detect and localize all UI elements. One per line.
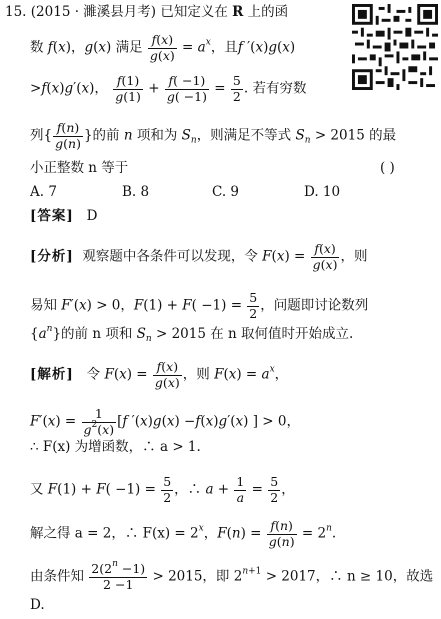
solution-line-6: 由条件知 $\frac{2(2^n -1)}{2 -1}$ > 2015，即 $2^{n+1} > 2017$，∴ n ≥ 10，故选: [30, 559, 434, 592]
analysis-line-3: $\{a^n\}$的前 n 项和 $S_n > 2015$ 在 n 取何值时开始成立.: [30, 324, 354, 344]
option-d: D. 10: [304, 184, 341, 200]
problem-line-2: 数 f(x)，g(x) 满足 $\frac{f(x)}{g(x)}$ = $a^x$，且f ′(x)g(x): [30, 32, 296, 63]
analysis-line-2: 易知 F′(x) > 0，F(1) + F( −1) = $\frac{5}{2}$ ，问题即讨论数列: [30, 290, 369, 321]
qr-code-image: [352, 4, 438, 90]
answer-label: [答案]: [30, 208, 74, 224]
option-a: A. 7: [30, 184, 57, 200]
problem-source: (2015 · 濉溪县月考): [30, 4, 157, 20]
solution-line-1: [解析] 令 F(x) = $\frac{f(x)}{g(x)}$ ，则 $F(x) = a^x$，: [30, 359, 289, 390]
answer-line: [30, 210, 97, 224]
option-c: C. 9: [212, 184, 240, 200]
analysis-label: [分析]: [30, 248, 74, 265]
problem-line-4: 列{ $\frac{f(n)}{g(n)}$ }的前 n 项和为 $S_n$，则满足不等式 $S_n > 2015$ 的最: [30, 120, 397, 151]
solution-line-4: 又 F(1) + F( −1) = $\frac{5}{2}$ ，∴ a + $\frac{1}{a}$ = $\frac{5}{2}$ ，: [30, 474, 295, 505]
solution-line-2: F′(x) = $\frac{1}{g^2(x)}$ [f ′(x)g(x) −f(x)g′(x) ] > 0，: [30, 406, 300, 437]
problem-number: 15.: [5, 4, 27, 20]
problem-line-5: 小正整数 n 等于 ( ): [30, 160, 395, 176]
problem-line-1: 15. (2015 · 濉溪县月考) 已知定义在 R 上的函: [5, 4, 289, 20]
solution-line-3: ∴ F(x) 为增函数，∴ a > 1.: [30, 439, 201, 455]
solution-line-5: 解之得 a = 2，∴ $F(x) = 2^x$，F(n) = $\frac{f(n)}{g(n)}$ = $2^n$.: [30, 518, 337, 549]
problem-line-3: >f(x)g′(x)， $\frac{f(1)}{g(1)}$ + $\frac{f( -1)}{g( -1)}$ = $\frac{5}{2}$ . 若有穷数: [30, 73, 307, 104]
fraction: $\frac{f(x)}{g(x)}$: [149, 32, 175, 63]
analysis-line-1: [分析] 观察题中各条件可以发现，令 F(x) = $\frac{f(x)}{g(x)}$ ，则: [30, 241, 368, 272]
solution-label: [解析]: [30, 366, 74, 383]
answer-blank: ( ): [380, 160, 395, 176]
answer-value: D: [86, 208, 98, 224]
option-b: B. 8: [122, 184, 150, 200]
solution-line-7: D.: [30, 597, 45, 613]
